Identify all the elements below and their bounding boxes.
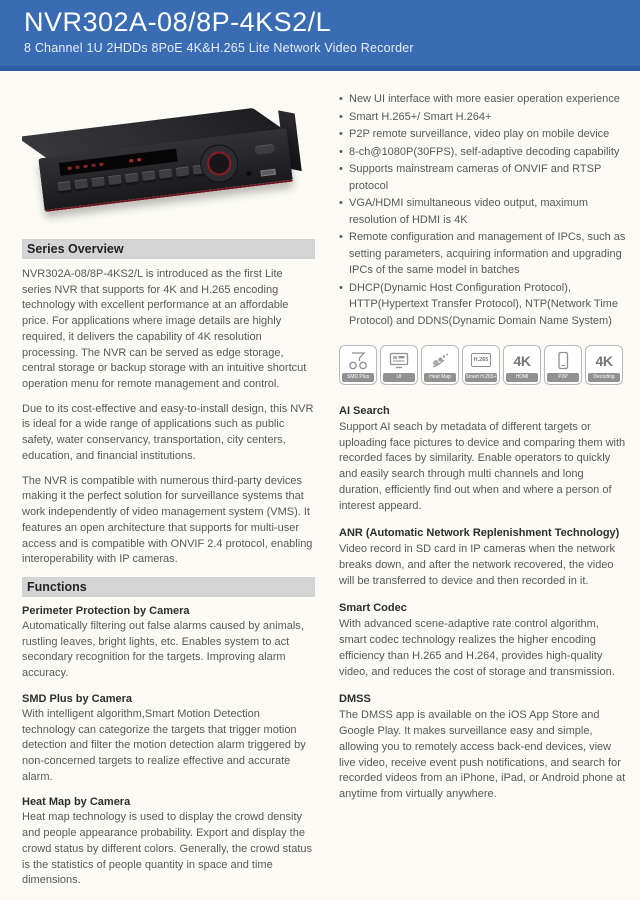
badge-smd-plus [339, 345, 377, 385]
feature-list [339, 91, 626, 329]
feature-item: • DHCP(Dynamic Host Configuration Protocol), HTTP(Hypertext Transfer Protocol), NTP(Network Time Protocol) and DDNS(Dynamic Domain Name System) [339, 280, 626, 330]
badge-p2p [544, 345, 582, 385]
nvr-button [91, 177, 105, 188]
badge-label: HDMI [506, 373, 538, 382]
badge-label: P2P [547, 373, 579, 382]
page-header [0, 0, 640, 71]
badge-4k-hdmi [503, 345, 541, 385]
badge-label: Smart H.265+ [465, 374, 497, 380]
nvr-ir-receiver [246, 171, 252, 177]
function-title: Heat Map by Camera [22, 796, 131, 809]
section-title: Smart Codec [339, 602, 407, 615]
nvr-jog-dial [198, 142, 240, 184]
nvr-led-dots [68, 167, 72, 170]
product-title: NVR302A-08/8P-4KS2/L [24, 7, 332, 37]
feature-item: • 8-ch@1080P(30FPS), self-adaptive decoding capability [339, 144, 626, 161]
overview-paragraph: NVR302A-08/8P-4KS2/L is introduced as the first Lite series NVR that supports for 4K and H.265 encoding technology with excellent performance at an affordable price. For applications where image details are highly required, it delivers the capability of 4K resolution processing. The NVR can be served as edge storage, central storage or backup storage with an intuitive shortcut operation menu for remote management and control. [22, 268, 307, 391]
functions-heading: Functions [22, 577, 315, 597]
right-section-dmss [339, 693, 626, 802]
feature-item: • New UI interface with more easier operation experience [339, 91, 626, 108]
right-column [339, 85, 626, 900]
feature-item: • P2P remote surveillance, video play on mobile device [339, 126, 626, 143]
smd-plus-icon [347, 351, 369, 371]
section-body: The DMSS app is available on the iOS App Store and Google Play. It makes surveillance easy and simple, allowing you to remotely access back-end devices, view live video, receive event push notifications, and search for recorded videos from an iPhone, iPad, or Android phone at anytime from virtually anywhere. [339, 709, 626, 800]
nvr-usb-port [260, 169, 276, 177]
badge-label: SMD Plus [342, 373, 374, 382]
left-column [22, 85, 315, 900]
badge-label: UI [383, 373, 415, 382]
nvr-power-button [254, 144, 275, 155]
badge-ui [380, 345, 418, 385]
section-title: AI Search [339, 405, 390, 417]
badge-label: Heat Map [424, 373, 456, 382]
feature-item: • Remote configuration and management of IPCs, such as setting parameters, acquiring information and upgrading IPCs of the same model in batches [339, 229, 626, 279]
overview-paragraph: Due to its cost-effective and easy-to-install design, this NVR is ideal for a wide range of applications such as public safety, water conservancy, transportation, city centers, education, and financial institutions. [22, 402, 314, 462]
nvr-button [57, 181, 71, 192]
4k-hdmi-icon: 4K [513, 353, 531, 369]
4k-decoding-icon: 4K [595, 353, 613, 369]
nvr-device-art [35, 104, 296, 226]
function-title: SMD Plus by Camera [22, 692, 133, 705]
function-item [22, 693, 315, 786]
section-title: ANR (Automatic Network Replenishment Technology) [339, 527, 620, 540]
nvr-button [108, 175, 122, 186]
overview-paragraph: The NVR is compatible with numerous third-party devices making it the perfect solution for surveillance systems that work independently of video management system (VMS). It features an open architecture that supports for multi-user access and is compatible with ONVIF 2.4 protocol, enabling interoperability with IP cameras. [22, 474, 313, 566]
feature-item: • Smart H.265+/ Smart H.264+ [339, 109, 626, 126]
right-section-smart-codec [339, 602, 626, 680]
nvr-button [159, 168, 173, 179]
nvr-button [74, 179, 88, 190]
h265-codec-icon: H.265 [471, 353, 492, 367]
badge-heat-map [421, 345, 459, 385]
p2p-phone-icon [552, 351, 574, 371]
section-body: With advanced scene-adaptive rate control algorithm, smart codec technology realizes the higher encoding efficiency than H.265 and H.264, provides high-quality video, and reduces the cost of storage and transmission. [339, 618, 615, 678]
product-image [22, 85, 315, 233]
product-subtitle: 8 Channel 1U 2HDDs 8PoE 4K&H.265 Lite Network Video Recorder [24, 41, 414, 55]
function-title: Perimeter Protection by Camera [22, 604, 190, 617]
function-item [22, 796, 315, 889]
ui-monitor-icon [388, 351, 410, 371]
right-section-anr [339, 527, 626, 589]
badge-label: Decoding [588, 373, 620, 382]
badge-smart-h265 [462, 345, 500, 385]
nvr-button [125, 173, 139, 184]
function-item [22, 605, 315, 682]
section-title: DMSS [339, 693, 371, 706]
feature-item: • Supports mainstream cameras of ONVIF and RTSP protocol [339, 161, 626, 194]
feature-item: • VGA/HDMI simultaneous video output, maximum resolution of HDMI is 4K [339, 195, 626, 228]
function-body: With intelligent algorithm,Smart Motion Detection technology can categorize the targets that trigger motion detection and filter the motion detection alarm triggered by non-concerned targets to realize effective and accurate alarm. [22, 707, 306, 783]
function-body: Heat map technology is used to display the crowd density and people appearance probability. Export and display the crowd status by different colors. Generally, the crowd status is the statistics of people quantity in space and time dimensions. [22, 811, 313, 887]
section-body: Support AI seach by metadata of different targets or uploading face pictures to device and comparing them with recorded faces by similarity. Enable operators to quickly and easily search through multi channels and long duration, efficiently find out when and where a person of interest appeard. [339, 421, 626, 512]
nvr-jog-dial-ring [206, 150, 233, 177]
heat-map-icon [429, 351, 451, 371]
content [0, 71, 640, 900]
section-body: Video record in SD card in IP cameras when the network breaks down, and after the network recovered, the video will be transferred to device and then recorded in it. [339, 543, 615, 587]
series-overview-heading: Series Overview [22, 239, 315, 259]
feature-badges [339, 345, 626, 385]
nvr-button [175, 166, 189, 177]
nvr-button [142, 170, 156, 181]
right-section-ai-search [339, 405, 626, 514]
badge-4k-decoding [585, 345, 623, 385]
function-body: Automatically filtering out false alarms caused by animals, rustling leaves, bright lights, etc. Enables system to act secondary recognition for the targets. Improving alarm accuracy. [22, 619, 304, 680]
